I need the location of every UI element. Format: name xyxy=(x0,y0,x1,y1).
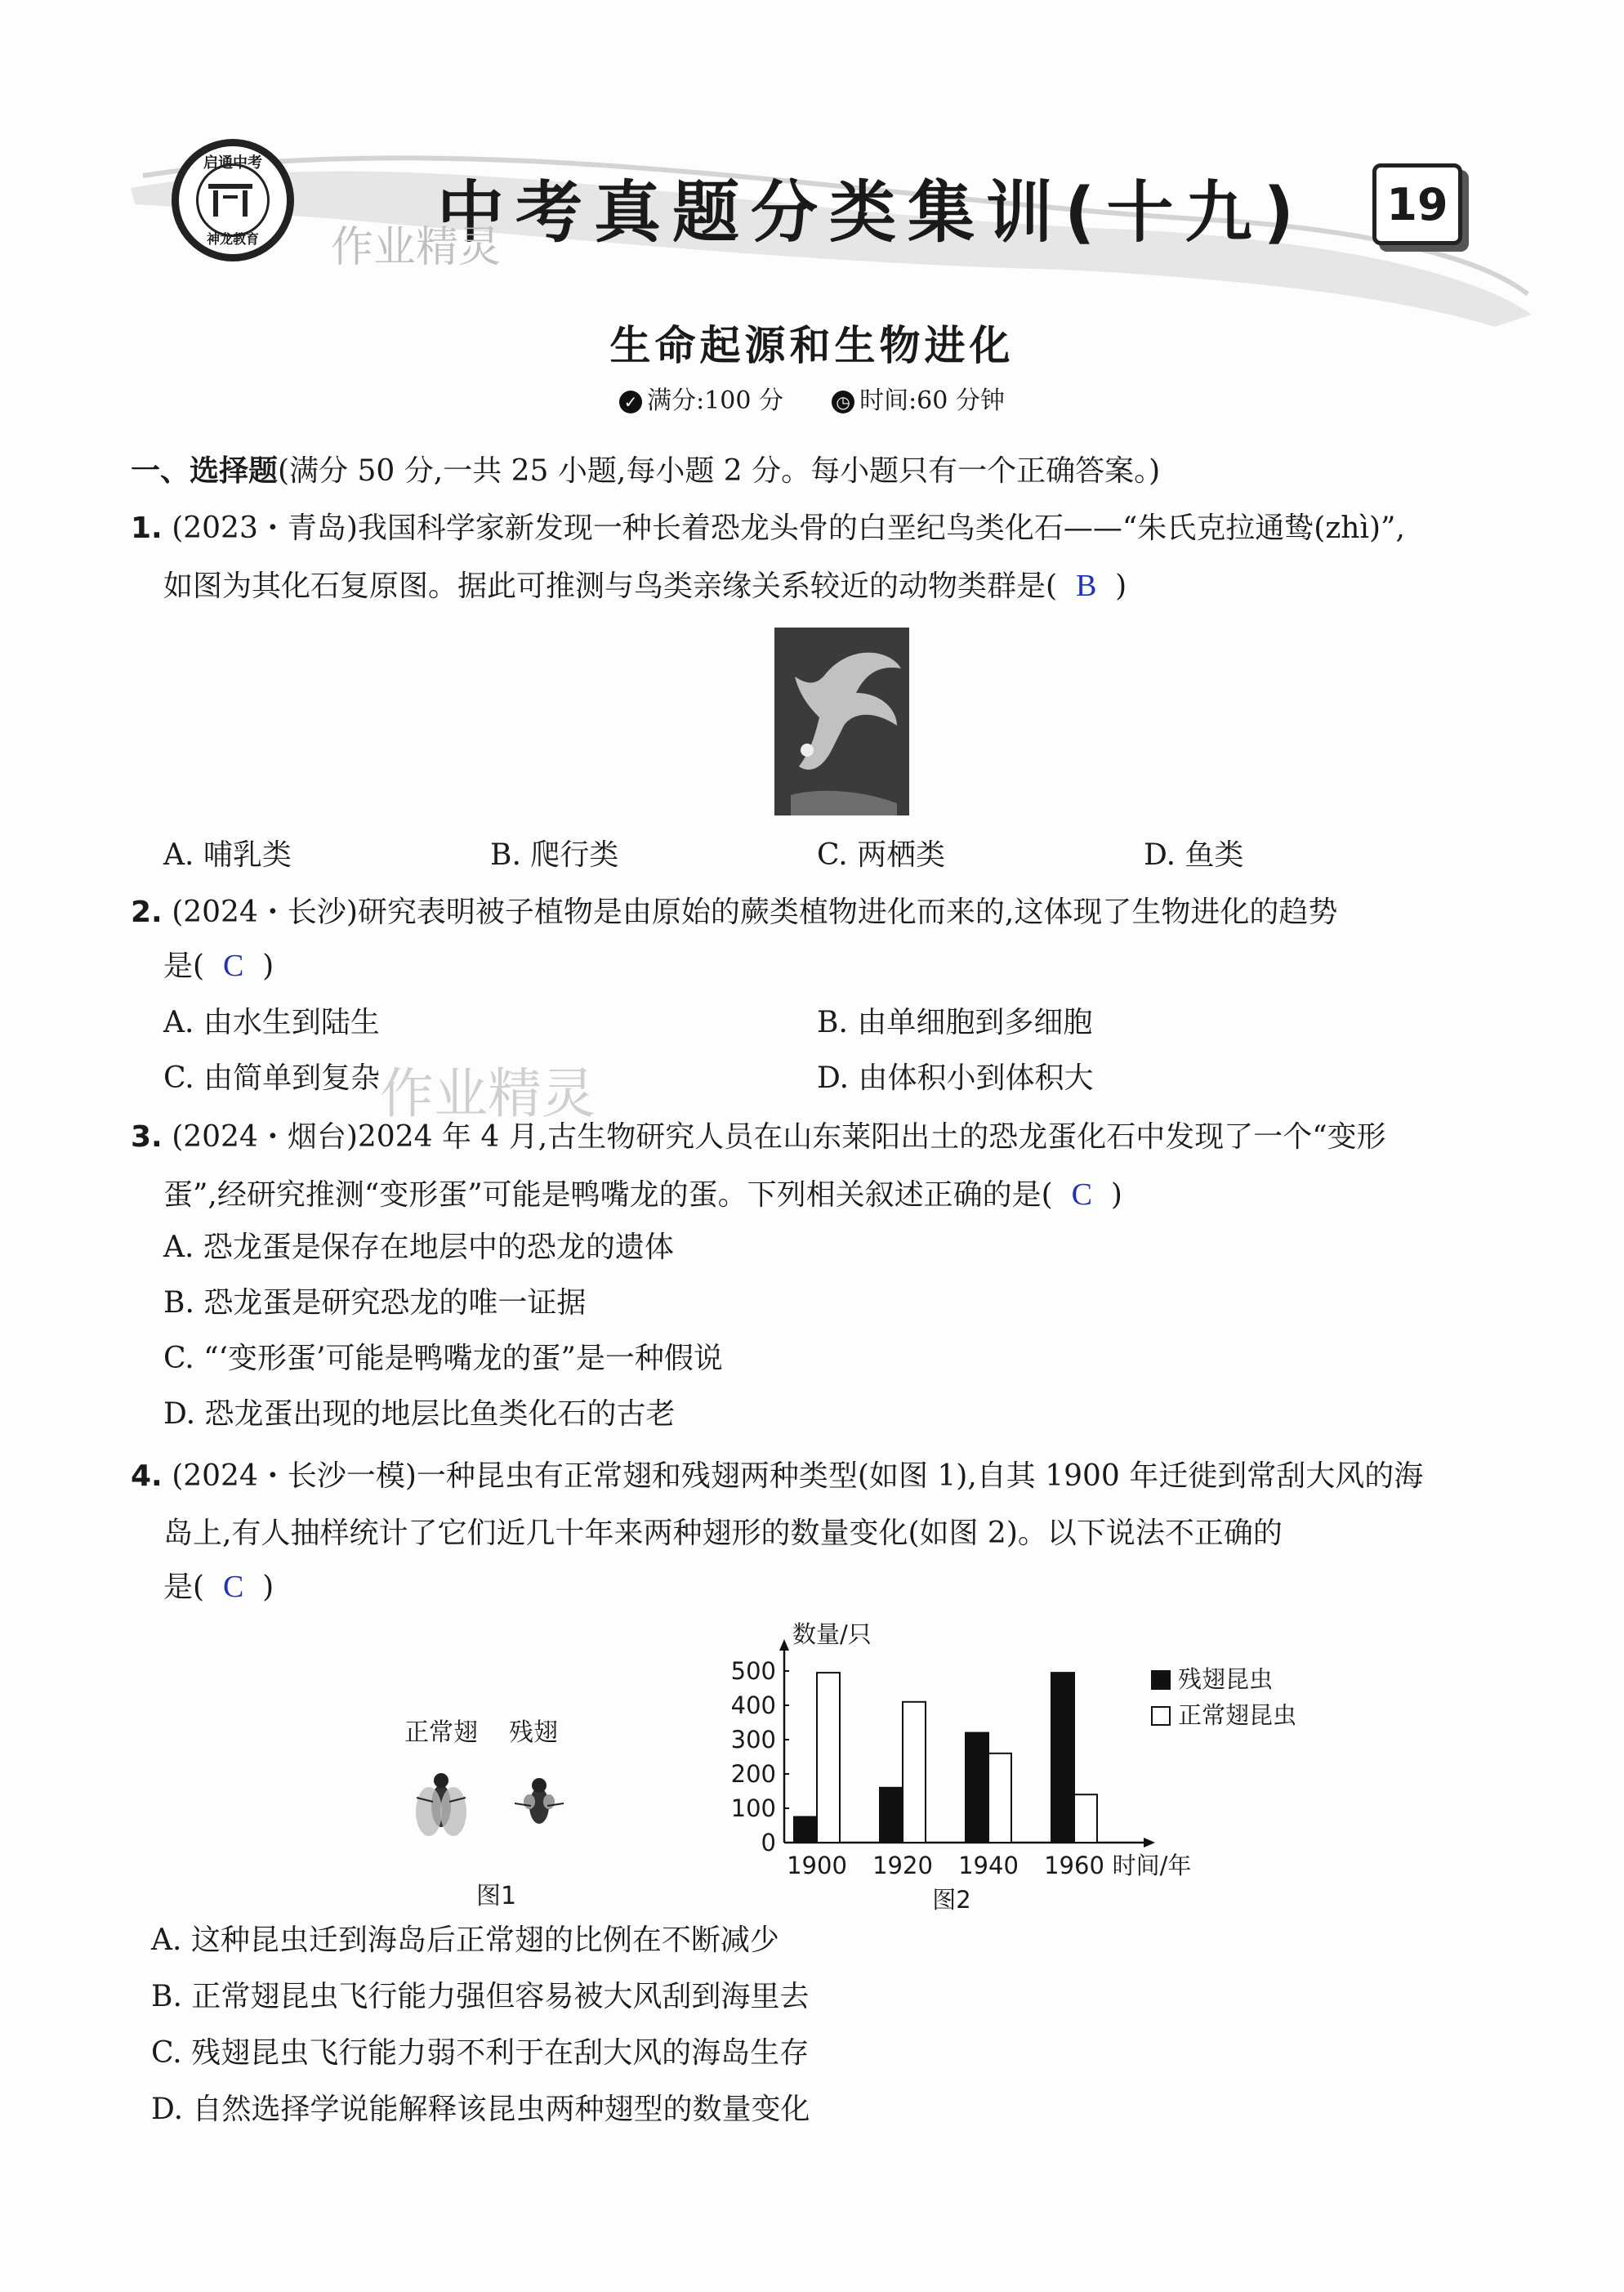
x-tick-label: 1940 xyxy=(958,1852,1019,1879)
legend-label: 残翅昆虫 xyxy=(1178,1665,1274,1693)
bar-1960-normal xyxy=(1074,1794,1097,1843)
option-4c: C. 残翅昆虫飞行能力弱不利于在刮大风的海岛生存 xyxy=(151,2036,810,2070)
question-text: 如图为其化石复原图。据此可推测与鸟类亲缘关系较近的动物类群是( xyxy=(163,570,1058,603)
question-1-line-1 xyxy=(131,511,1405,546)
legend-label: 正常翅昆虫 xyxy=(1178,1701,1297,1729)
logo-bottom-text: 神龙教育 xyxy=(206,231,259,247)
option-2c: C. 由简单到复杂 xyxy=(163,1061,381,1095)
question-text: (2023・青岛)我国科学家新发现一种长着恐龙头骨的白垩纪鸟类化石——“朱氏克拉通鸷(zhì)”, xyxy=(172,512,1405,545)
y-tick-label: 300 xyxy=(730,1726,776,1754)
option-4d: D. 自然选择学说能解释该昆虫两种翅型的数量变化 xyxy=(151,2093,810,2126)
question-number: 4. xyxy=(131,1459,163,1493)
fossil-bird-image xyxy=(774,628,909,815)
section-instruction: (满分 50 分,一共 25 小题,每小题 2 分。每小题只有一个正确答案。) xyxy=(278,454,1161,488)
label-normal-wing: 正常翅 xyxy=(404,1718,478,1747)
section-heading xyxy=(131,453,1160,489)
option-4b: B. 正常翅昆虫飞行能力强但容易被大风刮到海里去 xyxy=(151,1980,810,2013)
question-text: 是( xyxy=(163,1570,205,1604)
y-tick-label: 500 xyxy=(730,1657,776,1685)
exam-meta xyxy=(0,380,1624,416)
score-text: 满分:100 分 xyxy=(647,386,783,415)
option-1c: C. 两栖类 xyxy=(817,838,946,872)
question-3-line-2: 蛋”,经研究推测“变形蛋”可能是鸭嘴龙的蛋。下列相关叙述正确的是( C ) xyxy=(163,1177,1122,1212)
question-1-line-2: 如图为其化石复原图。据此可推测与鸟类亲缘关系较近的动物类群是( B ) xyxy=(163,569,1127,603)
section-subtitle: 生命起源和生物进化 xyxy=(609,321,1015,369)
question-4-line-3: 是( C ) xyxy=(163,1570,274,1604)
clock-icon: ◷ xyxy=(832,391,854,413)
question-2-line-1 xyxy=(131,895,1337,930)
question-number: 3. xyxy=(131,1120,163,1154)
watermark: 作业精灵 xyxy=(380,1062,596,1125)
y-tick-label: 200 xyxy=(730,1760,776,1788)
watermark: 作业精灵 xyxy=(331,223,502,272)
bar-1960-vestigial xyxy=(1051,1673,1074,1843)
question-number: 1. xyxy=(131,512,163,545)
option-2a: A. 由水生到陆生 xyxy=(163,1006,380,1039)
bar-1920-vestigial xyxy=(880,1788,903,1843)
x-axis-label: 时间/年 xyxy=(1112,1852,1192,1879)
question-4-line-2 xyxy=(163,1516,1283,1551)
option-2b: B. 由单细胞到多细胞 xyxy=(817,1006,1093,1039)
bar-chart xyxy=(703,1620,1297,1916)
question-text: (2024・长沙一模)一种昆虫有正常翅和残翅两种类型(如图 1),自其 1900 年迁徙到常刮大风的海 xyxy=(172,1459,1424,1493)
answer-mark: B xyxy=(1075,569,1097,603)
option-2d: D. 由体积小到体积大 xyxy=(817,1061,1094,1095)
label-vestigial-wing: 残翅 xyxy=(509,1718,558,1747)
gate-icon xyxy=(196,163,270,237)
legend-swatch xyxy=(1152,1707,1170,1725)
legend-swatch xyxy=(1152,1671,1170,1689)
logo-top-text: 启通中考 xyxy=(203,154,262,172)
bar-1920-normal xyxy=(903,1702,926,1843)
option-3a: A. 恐龙蛋是保存在地层中的恐龙的遗体 xyxy=(163,1231,674,1264)
figure-1 xyxy=(404,1712,600,1908)
question-text: (2024・烟台)2024 年 4 月,古生物研究人员在山东莱阳出土的恐龙蛋化石中发现了一个“变形 xyxy=(172,1120,1386,1154)
y-tick-label: 100 xyxy=(730,1794,776,1822)
y-axis-arrow xyxy=(779,1639,789,1651)
option-1d: D. 鱼类 xyxy=(1144,838,1244,872)
unit-number-badge: 19 xyxy=(1372,163,1462,245)
time-text: 时间:60 分钟 xyxy=(859,386,1005,415)
figure-1-caption: 图1 xyxy=(476,1882,517,1910)
option-4a: A. 这种昆虫迁到海岛后正常翅的比例在不断减少 xyxy=(151,1923,779,1957)
answer-mark: C xyxy=(1071,1177,1092,1212)
option-3b: B. 恐龙蛋是研究恐龙的唯一证据 xyxy=(163,1286,587,1320)
figure-2-caption: 图2 xyxy=(932,1886,971,1914)
y-tick-label: 400 xyxy=(730,1691,776,1719)
y-axis-label: 数量/只 xyxy=(792,1620,872,1648)
option-1b: B. 爬行类 xyxy=(490,838,619,872)
y-tick-label: 0 xyxy=(761,1829,776,1856)
answer-mark: C xyxy=(222,949,244,983)
question-text: 是( xyxy=(163,949,205,983)
question-4-line-1 xyxy=(131,1459,1423,1494)
option-3d: D. 恐龙蛋出现的地层比鱼类化石的古老 xyxy=(163,1397,676,1431)
answer-mark: C xyxy=(222,1570,244,1604)
bar-1900-vestigial xyxy=(794,1817,817,1843)
bar-1940-vestigial xyxy=(966,1733,988,1843)
x-tick-label: 1900 xyxy=(787,1852,847,1879)
x-axis-arrow xyxy=(1144,1838,1155,1847)
option-1a: A. 哺乳类 xyxy=(163,838,292,872)
vestigial-wing-insect-icon xyxy=(515,1778,564,1824)
publisher-logo xyxy=(172,139,294,261)
question-3-line-1 xyxy=(131,1119,1386,1155)
question-text: (2024・长沙)研究表明被子植物是由原始的蕨类植物进化而来的,这体现了生物进化的趋势 xyxy=(172,896,1338,929)
insect-illustration xyxy=(404,1761,600,1851)
question-text: 岛上,有人抽样统计了它们近几十年来两种翅形的数量变化(如图 2)。以下说法不正确的 xyxy=(163,1517,1283,1550)
check-icon: ✓ xyxy=(619,391,642,413)
question-2-line-2: 是( C ) xyxy=(163,949,274,983)
section-title: 一、选择题 xyxy=(131,453,279,488)
question-number: 2. xyxy=(131,896,163,929)
page-title: 中考真题分类集训(十九) xyxy=(437,174,1305,252)
question-text: 蛋”,经研究推测“变形蛋”可能是鸭嘴龙的蛋。下列相关叙述正确的是( xyxy=(163,1178,1053,1212)
option-3c: C. “‘变形蛋’可能是鸭嘴龙的蛋”是一种假说 xyxy=(163,1342,723,1375)
x-tick-label: 1920 xyxy=(872,1852,933,1879)
bar-1900-normal xyxy=(817,1673,840,1843)
normal-wing-insect-icon xyxy=(416,1773,466,1836)
x-tick-label: 1960 xyxy=(1044,1852,1104,1879)
bar-1940-normal xyxy=(988,1754,1011,1843)
